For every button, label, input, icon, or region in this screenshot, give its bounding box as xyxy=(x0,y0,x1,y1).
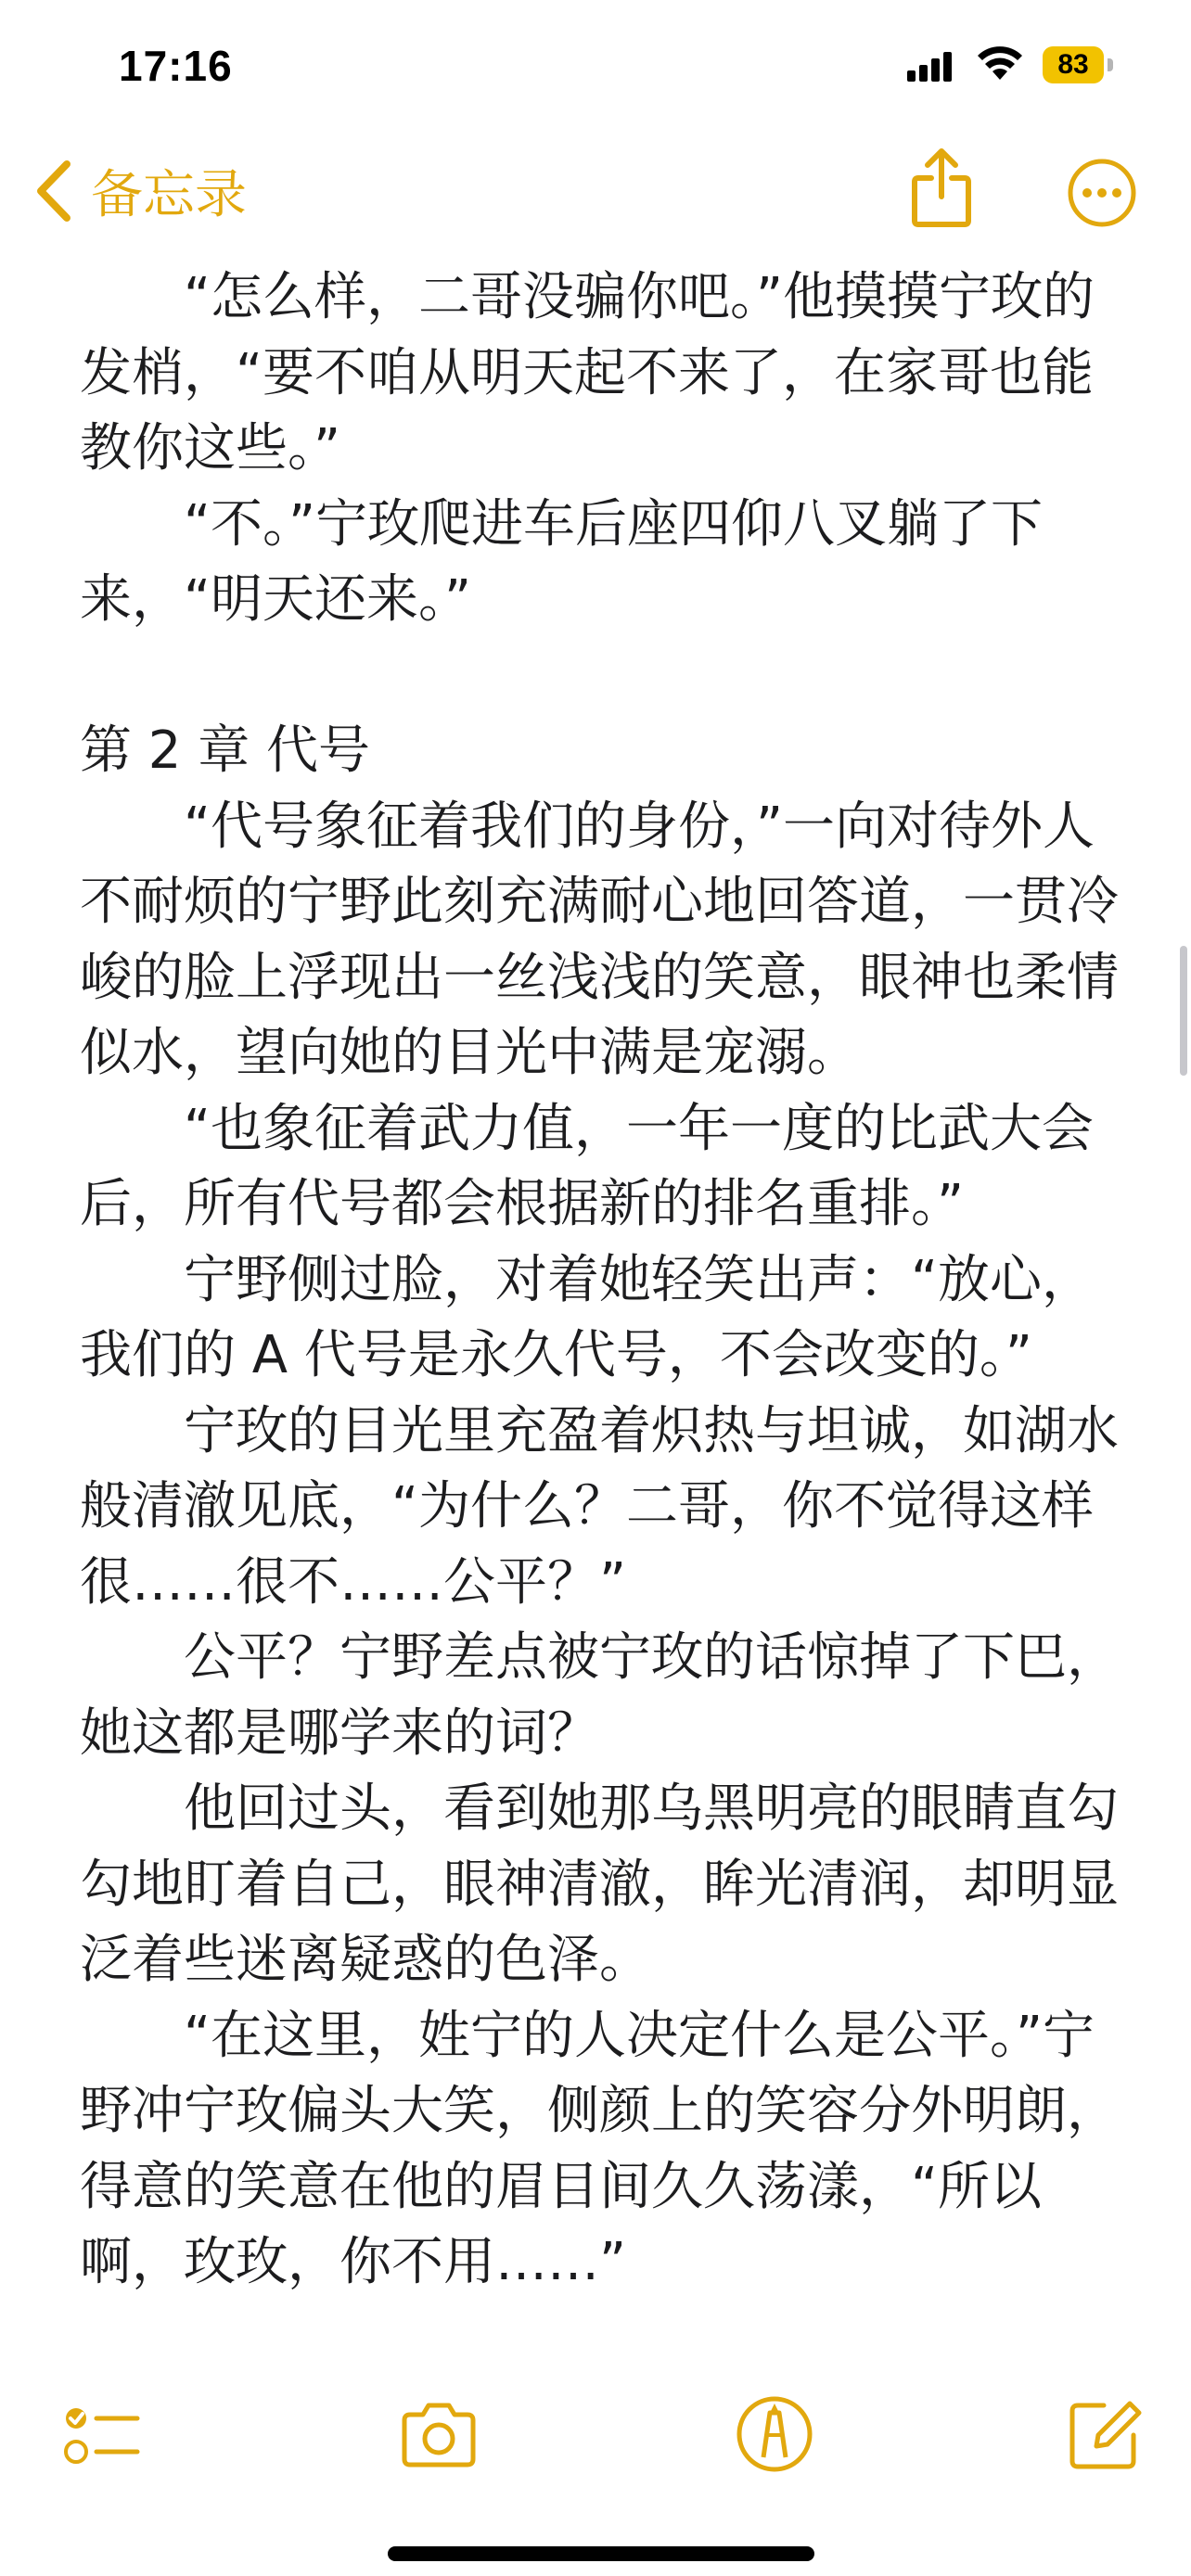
battery-icon xyxy=(1043,46,1113,83)
note-paragraph: 公平？宁野差点被宁玫的话惊掉了下巴，她这都是哪学来的词？ xyxy=(80,1627,1119,1764)
back-button[interactable] xyxy=(33,154,247,228)
camera-icon[interactable] xyxy=(397,2392,480,2476)
note-paragraph: “在这里，姓宁的人决定什么是公平。”宁野冲宁玫偏头大笑，侧颜上的笑容分外明朗，得意的笑意在他的眉目间久久荡漾，“所以啊，玫玫，你不用……” xyxy=(80,2005,1119,2292)
cellular-signal-icon xyxy=(907,52,952,82)
markup-pen-icon[interactable] xyxy=(733,2392,816,2476)
note-paragraph: 宁野侧过脸，对着她轻笑出声：“放心，我们的 A 代号是永久代号，不会改变的。” xyxy=(80,1249,1095,1385)
note-body[interactable] xyxy=(80,260,1119,2301)
nav-bar xyxy=(0,139,1191,241)
wifi-icon xyxy=(976,45,1024,82)
battery-cap xyxy=(1108,58,1113,71)
chevron-left-icon xyxy=(33,159,74,223)
chapter-heading: 第 2 章 代号 xyxy=(80,721,371,781)
note-paragraph: “怎么样，二哥没骗你吧。”他摸摸宁玫的发梢，“要不咱从明天起不来了，在家哥也能教你这些。” xyxy=(80,267,1095,478)
status-time: 17:16 xyxy=(119,42,233,90)
note-paragraph: 宁玫的目光里充盈着炽热与坦诚，如湖水般清澈见底，“为什么？二哥，你不觉得这样很……很不……公平？” xyxy=(80,1400,1119,1613)
bottom-toolbar xyxy=(0,2374,1191,2494)
battery-level: 83 xyxy=(1043,46,1104,83)
note-paragraph: “代号象征着我们的身份，”一向对待外人不耐烦的宁野此刻充满耐心地回答道，一贯冷峻的脸上浮现出一丝浅浅的笑意，眼神也柔情似水，望向她的目光中满是宠溺。 xyxy=(80,796,1119,1083)
note-paragraph: 他回过头，看到她那乌黑明亮的眼睛直勾勾地盯着自己，眼神清澈，眸光清润，却明显泛着些迷离疑惑的色泽。 xyxy=(80,1779,1119,1990)
home-indicator[interactable] xyxy=(388,2546,814,2561)
note-paragraph: “也象征着武力值，一年一度的比武大会后，所有代号都会根据新的排名重排。” xyxy=(80,1098,1095,1234)
more-options-icon[interactable] xyxy=(1067,158,1137,228)
share-icon[interactable] xyxy=(909,147,974,230)
status-bar xyxy=(0,0,1191,130)
compose-icon[interactable] xyxy=(1063,2392,1146,2476)
note-blank-line xyxy=(80,638,1119,714)
scroll-indicator[interactable] xyxy=(1180,946,1187,1076)
back-label: 备忘录 xyxy=(91,165,247,225)
note-paragraph: “不。”宁玫爬进车后座四仰八叉躺了下来，“明天还来。” xyxy=(80,493,1044,630)
checklist-icon[interactable] xyxy=(59,2392,143,2476)
